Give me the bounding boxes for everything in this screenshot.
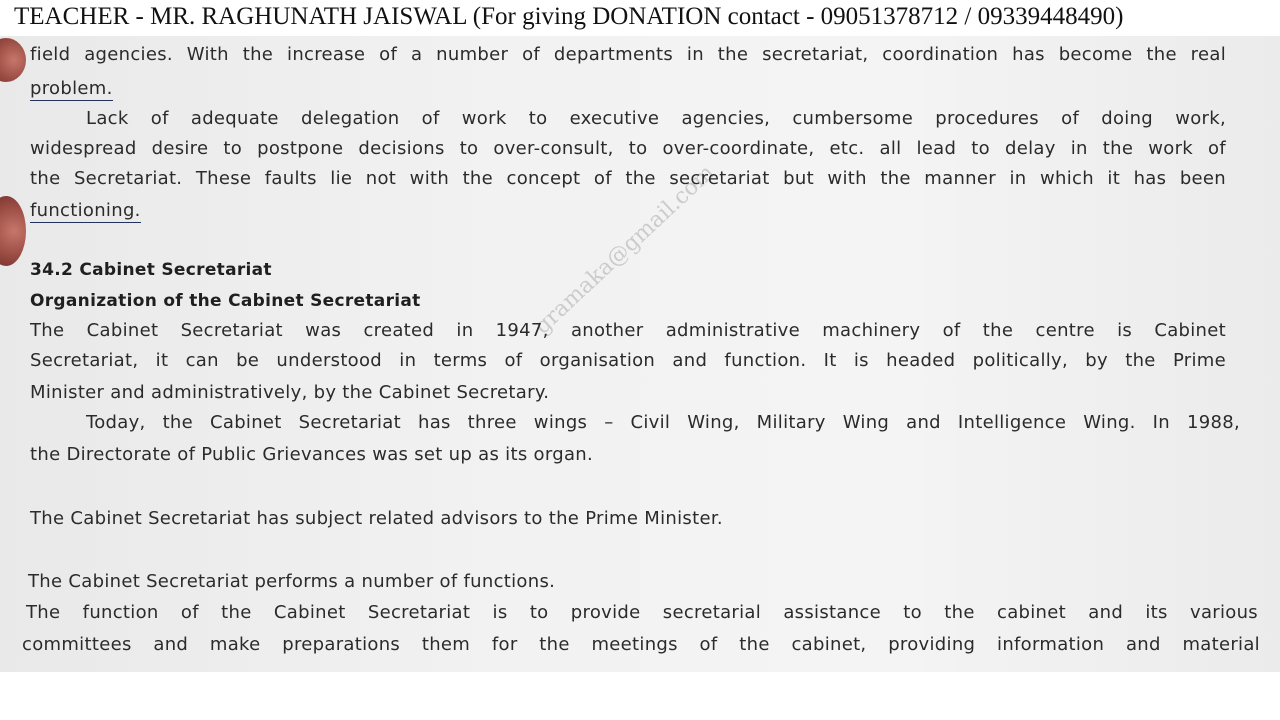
section-heading: 34.2 Cabinet Secretariat <box>30 260 272 280</box>
para2-line2: widespread desire to postpone decisions to over-consult, to over-coordinate, etc. all lead to delay in the work of <box>30 138 1226 159</box>
finger-shadow <box>0 38 26 82</box>
para3-line1: The Cabinet Secretariat was created in 1947, another administrative machinery of the centre is Cabinet <box>30 320 1226 341</box>
para2-line1: Lack of adequate delegation of work to executive agencies, cumbersome procedures of doing work, <box>86 108 1226 129</box>
email-watermark: gramaka@gmail.com <box>530 160 720 340</box>
para4-line1: Today, the Cabinet Secretariat has three wings – Civil Wing, Military Wing and Intelligence Wing. In 1988, <box>86 412 1240 433</box>
para7-line1: The function of the Cabinet Secretariat is to provide secretarial assistance to the cabinet and its various <box>26 602 1258 623</box>
para5-line1: The Cabinet Secretariat has subject related advisors to the Prime Minister. <box>30 508 723 529</box>
bottom-margin <box>0 672 1280 720</box>
para1-line1: field agencies. With the increase of a number of departments in the secretariat, coordination has become the real <box>30 44 1226 65</box>
para2-line3: the Secretariat. These faults lie not with the concept of the secretariat but with the manner in which it has been <box>30 168 1226 189</box>
para2-line4: functioning. <box>30 200 141 221</box>
para1-line2: problem. <box>30 78 113 99</box>
para6-line1: The Cabinet Secretariat performs a number of functions. <box>28 571 556 592</box>
finger-shadow <box>0 196 26 266</box>
para3-line2: Secretariat, it can be understood in terms of organisation and function. It is headed politically, by the Prime <box>30 350 1226 371</box>
document-page <box>0 36 1280 672</box>
para4-line2: the Directorate of Public Grievances was set up as its organ. <box>30 444 594 465</box>
para7-line2: committees and make preparations them for the meetings of the cabinet, providing information and material <box>22 634 1260 655</box>
teacher-banner: TEACHER - MR. RAGHUNATH JAISWAL (For giving DONATION contact - 09051378712 / 09339448490) <box>0 0 1280 36</box>
para3-line3: Minister and administratively, by the Cabinet Secretary. <box>30 382 550 403</box>
section-subheading: Organization of the Cabinet Secretariat <box>30 291 421 311</box>
